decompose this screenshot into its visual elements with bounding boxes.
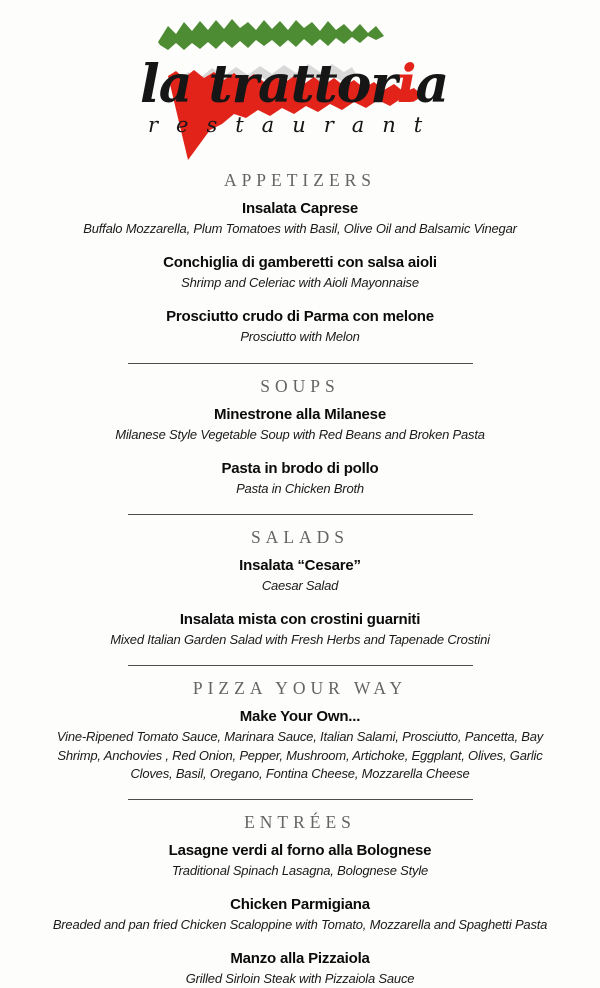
section-items: [0, 842, 600, 988]
restaurant-logo: [0, 0, 600, 158]
section-divider: [128, 363, 473, 364]
item-description: Vine-Ripened Tomato Sauce, Marinara Sauce, Italian Salami, Prosciutto, Pancetta, Bay Shrimp, Anchovies , Red Onion, Pepper, Mushroom, Artichoke, Eggplant, Olives, Garlic Cloves, Basil, Oregano, Fontina Cheese, Mozzarella Cheese: [56, 729, 544, 781]
section-items: [0, 406, 600, 498]
menu-item: [0, 842, 600, 880]
logo-title-text: [140, 54, 448, 115]
item-description: Mixed Italian Garden Salad with Fresh Herbs and Tapenade Crostini: [110, 632, 490, 648]
section-divider: [128, 799, 473, 800]
section-items: [0, 557, 600, 649]
item-description: Prosciutto with Melon: [240, 329, 360, 345]
item-name: Pasta in brodo di pollo: [221, 459, 379, 477]
item-name: Chicken Parmigiana: [230, 896, 370, 914]
section-title: PIZZA YOUR WAY: [192, 678, 408, 699]
menu-item: [0, 708, 600, 783]
item-description: Caesar Salad: [261, 577, 339, 593]
item-name: Lasagne verdi al forno alla Bolognese: [168, 841, 432, 859]
logo-graphic: [118, 12, 498, 162]
logo-title-part1: la trattor: [140, 54, 397, 115]
menu-item: [0, 200, 600, 238]
menu-item: [0, 254, 600, 292]
item-description: Shrimp and Celeriac with Aioli Mayonnaise: [181, 275, 419, 291]
item-name: Minestrone alla Milanese: [214, 405, 386, 423]
item-description: Pasta in Chicken Broth: [236, 480, 364, 496]
menu-item: [0, 896, 600, 934]
item-name: Prosciutto crudo di Parma con melone: [166, 308, 434, 326]
menu-sections: [0, 170, 600, 988]
section-title: APPETIZERS: [223, 170, 377, 190]
logo-title-accent-i: i: [396, 54, 416, 115]
menu-item: [0, 950, 600, 988]
item-name: Make Your Own...: [239, 708, 361, 726]
item-name: Insalata mista con crostini guarniti: [179, 611, 421, 629]
item-name: Insalata “Cesare”: [239, 556, 361, 574]
menu-item: [0, 460, 600, 498]
menu-section: [0, 812, 600, 988]
item-description: Milanese Style Vegetable Soup with Red Beans and Broken Pasta: [115, 426, 485, 442]
logo-subtitle-text: restaurant: [148, 113, 441, 137]
section-divider: [128, 665, 473, 666]
menu-section: [0, 376, 600, 515]
menu-section: [0, 527, 600, 666]
section-items: [0, 708, 600, 783]
menu-item: [0, 557, 600, 595]
section-title: SALADS: [250, 526, 350, 547]
menu-section: [0, 678, 600, 800]
section-title: ENTRÉES: [244, 811, 356, 832]
section-title: SOUPS: [260, 375, 340, 396]
menu-item: [0, 406, 600, 444]
item-description: Grilled Sirloin Steak with Pizzaiola Sauce: [185, 971, 415, 987]
item-name: Manzo alla Pizzaiola: [230, 950, 370, 968]
item-name: Conchiglia di gamberetti con salsa aioli: [163, 254, 437, 272]
logo-title-part2: a: [415, 54, 449, 115]
menu-item: [0, 308, 600, 346]
item-name: Insalata Caprese: [241, 200, 359, 217]
logo-green-zigzag-shape: [158, 19, 384, 50]
item-description: Buffalo Mozzarella, Plum Tomatoes with Basil, Olive Oil and Balsamic Vinegar: [83, 221, 517, 236]
menu-section: [0, 170, 600, 364]
menu-item: [0, 611, 600, 649]
section-divider: [128, 514, 473, 515]
section-items: [0, 200, 600, 347]
item-description: Breaded and pan fried Chicken Scaloppine with Tomato, Mozzarella and Spaghetti Pasta: [52, 917, 548, 933]
item-description: Traditional Spinach Lasagna, Bolognese Style: [171, 862, 429, 878]
